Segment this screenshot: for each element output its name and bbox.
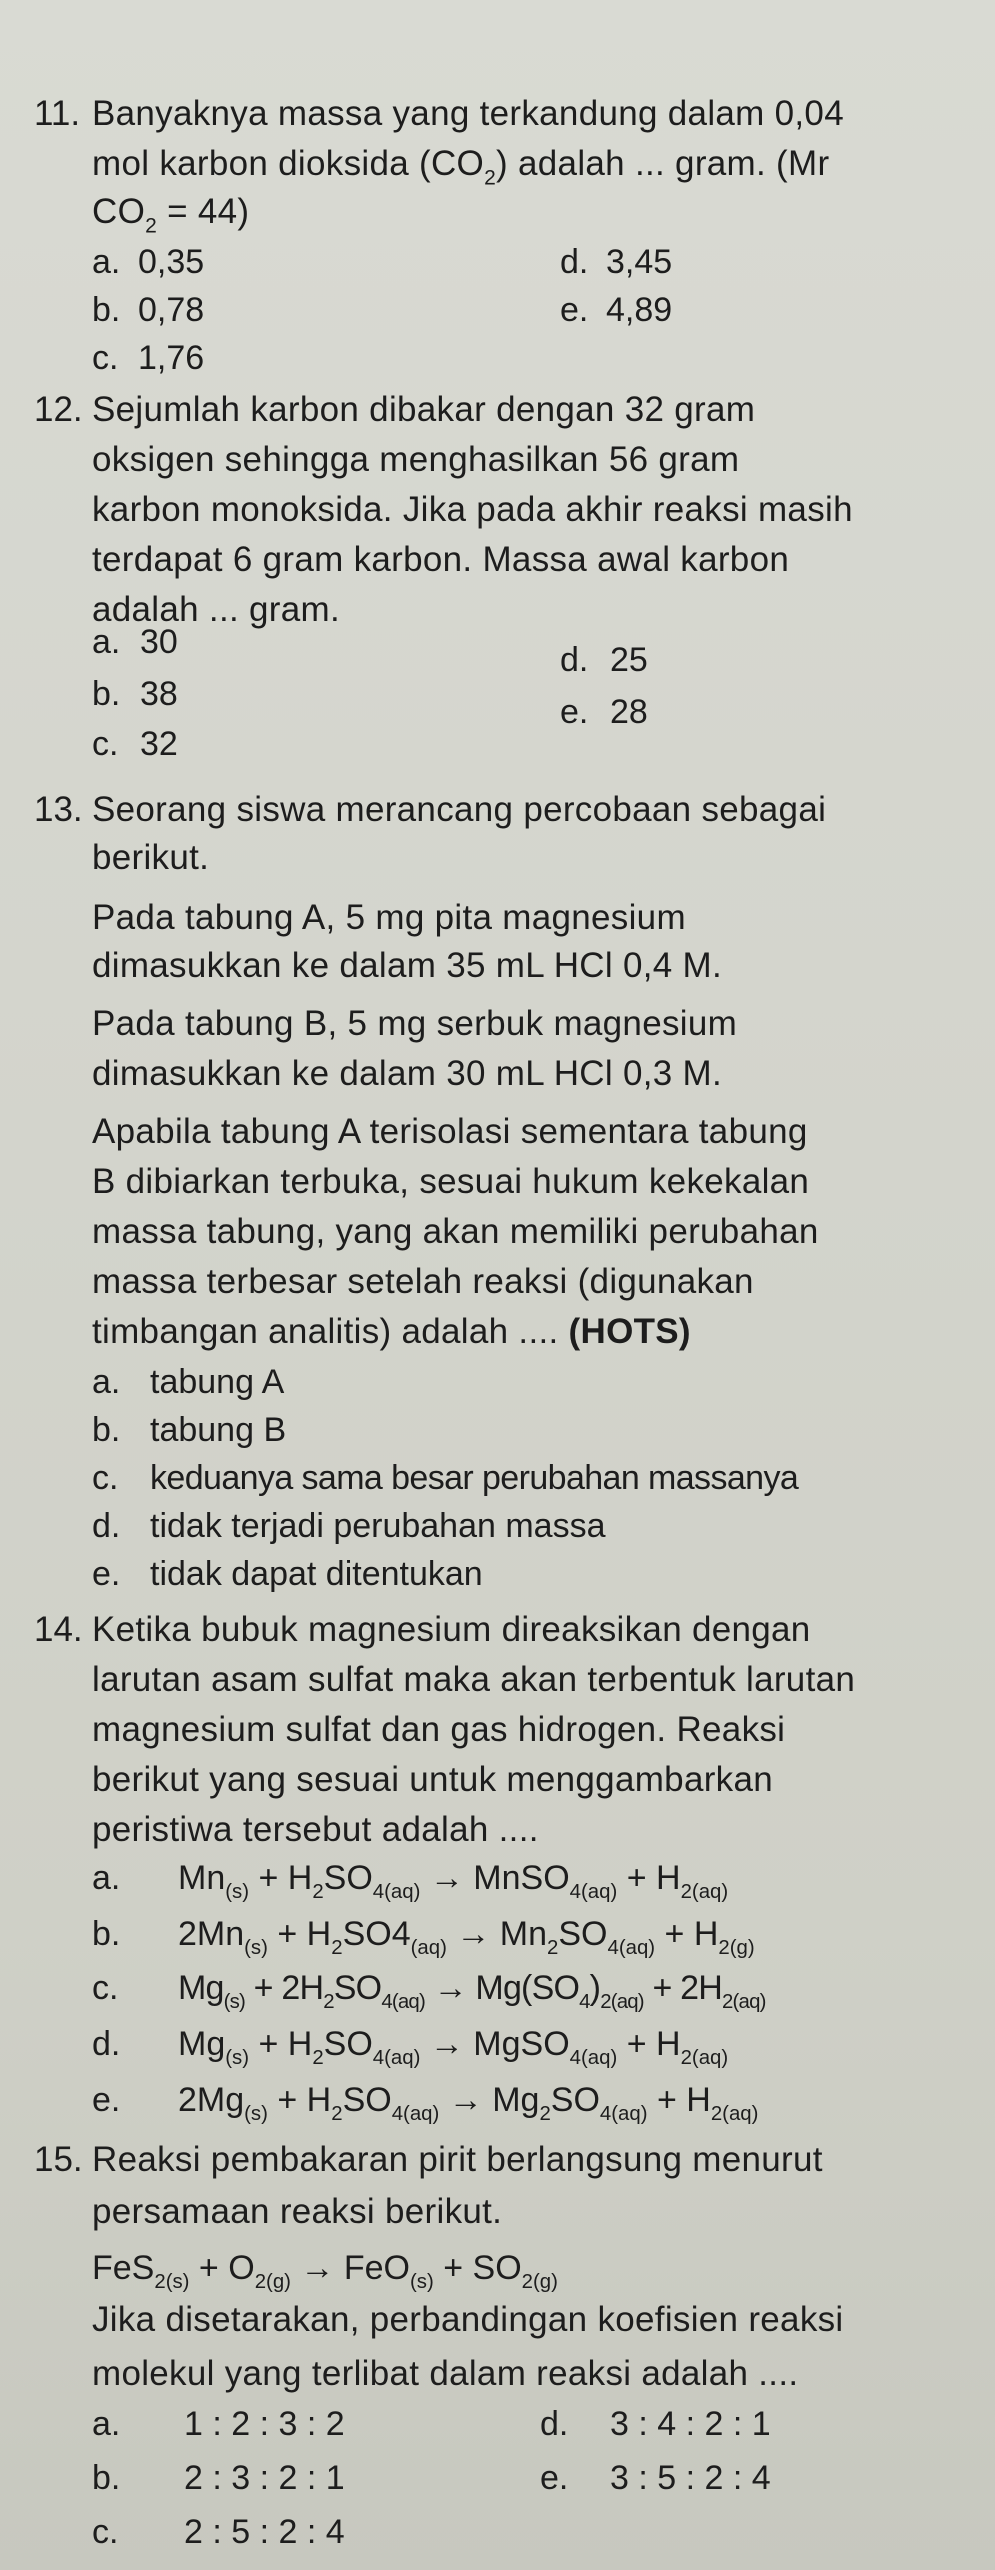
question-number: 11. — [34, 94, 81, 133]
option-text: tidak terjadi perubahan massa — [150, 1507, 606, 1545]
hots-label: (HOTS) — [568, 1312, 691, 1351]
option-letter: e. — [92, 1555, 121, 1593]
option-letter: c. — [92, 2513, 119, 2551]
question-text-line: Pada tabung B, 5 mg serbuk magnesium — [92, 1004, 738, 1043]
option-letter: e. — [540, 2459, 569, 2497]
option-letter: d. — [92, 2025, 121, 2063]
option-letter: e. — [560, 693, 589, 731]
option-letter: b. — [92, 675, 121, 713]
question-number: 15. — [34, 2140, 83, 2179]
option-letter: d. — [92, 1507, 121, 1545]
option-letter: d. — [560, 641, 589, 679]
option-text: 38 — [140, 675, 178, 713]
chemical-equation: $2Mg_{(s)} + H_2SO_{4(aq)} \to Mg_2SO_{4(aq)} + H_{2(aq)}$ — [178, 2081, 759, 2126]
question-text-line: berikut. — [92, 838, 210, 877]
option-text: 2 : 3 : 2 : 1 — [184, 2459, 345, 2497]
chemical-equation: $Mg_{(s)} + 2H_2SO_{4(aq)} \to Mg(SO_4)_{2(aq)} + 2H_{2(aq)}$ — [178, 1969, 766, 2014]
option-text: 4,89 — [606, 291, 673, 329]
question-text-line: oksigen sehingga menghasilkan 56 gram — [92, 440, 740, 479]
question-text-line: B dibiarkan terbuka, sesuai hukum kekekalan — [92, 1162, 810, 1201]
question-text-line: persamaan reaksi berikut. — [92, 2192, 503, 2231]
option-text: 1,76 — [138, 339, 205, 377]
question-text-line: terdapat 6 gram karbon. Massa awal karbon — [92, 540, 790, 579]
question-text-line: berikut yang sesuai untuk menggambarkan — [92, 1760, 773, 1799]
option-letter: b. — [92, 1411, 121, 1449]
question-text-line: karbon monoksida. Jika pada akhir reaksi masih — [92, 490, 853, 529]
question-text-line: massa terbesar setelah reaksi (digunakan — [92, 1262, 754, 1301]
option-text: tabung A — [150, 1363, 285, 1401]
question-text-line: Banyaknya massa yang terkandung dalam 0,04 — [92, 94, 844, 133]
question-text-line: timbangan analitis) adalah .... (HOTS) — [92, 1312, 691, 1351]
option-text: tidak dapat ditentukan — [150, 1555, 483, 1593]
option-text: 28 — [610, 693, 648, 731]
option-letter: d. — [560, 243, 589, 281]
option-text: 3,45 — [606, 243, 673, 281]
question-text-line: dimasukkan ke dalam 35 mL HCl 0,4 M. — [92, 946, 723, 985]
chemical-equation: $Mg_{(s)} + H_2SO_{4(aq)}$ → MgSO$_{4(aq)}$ + $H_{2(aq)}$ — [178, 2025, 729, 2070]
option-letter: e. — [560, 291, 589, 329]
option-text: 1 : 2 : 3 : 2 — [184, 2405, 345, 2443]
option-text: 3 : 4 : 2 : 1 — [610, 2405, 771, 2443]
option-letter: d. — [540, 2405, 569, 2443]
option-text: keduanya sama besar perubahan massanya — [150, 1459, 799, 1497]
question-text-line: mol karbon dioksida $(CO_2)$ adalah ... gram. (Mr — [92, 144, 830, 190]
question-text-line: larutan asam sulfat maka akan terbentuk larutan — [92, 1660, 856, 1699]
question-text-line: $CO_2 = 44$) — [92, 192, 250, 238]
question-text-line: massa tabung, yang akan memiliki perubahan — [92, 1212, 819, 1251]
option-text: 0,35 — [138, 243, 205, 281]
option-letter: c. — [92, 725, 119, 763]
option-letter: c. — [92, 1459, 119, 1497]
question-text-line: Jika disetarakan, perbandingan koefisien reaksi — [92, 2300, 844, 2339]
chemical-equation: $FeS_{2(s)} + O_{2(g)} \to FeO_{(s)} + SO_{2(g)}$ — [92, 2249, 558, 2294]
option-letter: b. — [92, 2459, 121, 2497]
option-letter: a. — [92, 2405, 121, 2443]
question-text-line: peristiwa tersebut adalah .... — [92, 1810, 539, 1849]
chemical-equation: $2Mn_{(s)} + H_2SO4_{(aq)} \to Mn_2SO_{4(aq)} + H_{2(g)}$ — [178, 1915, 755, 1960]
question-text-line: Apabila tabung A terisolasi sementara tabung — [92, 1112, 808, 1151]
option-text: 0,78 — [138, 291, 205, 329]
question-text-line: Pada tabung A, 5 mg pita magnesium — [92, 898, 686, 937]
option-letter: e. — [92, 2081, 121, 2119]
option-letter: a. — [92, 1859, 121, 1897]
chemical-equation: $Mn_{(s)} + H_2SO_{4(aq)}$ → MnSO$_{4(aq)}$ + $H_{2(aq)}$ — [178, 1859, 729, 1904]
option-letter: a. — [92, 243, 121, 281]
option-letter: a. — [92, 623, 121, 661]
option-letter: a. — [92, 1363, 121, 1401]
option-letter: b. — [92, 1915, 121, 1953]
question-text-line: Reaksi pembakaran pirit berlangsung menurut — [92, 2140, 823, 2179]
option-text: 25 — [610, 641, 648, 679]
question-text-line: Seorang siswa merancang percobaan sebagai — [92, 790, 827, 829]
option-text: 2 : 5 : 2 : 4 — [184, 2513, 345, 2551]
question-text-line: Sejumlah karbon dibakar dengan 32 gram — [92, 390, 756, 429]
question-text-line: adalah ... gram. — [92, 590, 340, 629]
question-text-line: molekul yang terlibat dalam reaksi adalah .... — [92, 2354, 799, 2393]
question-text-line: dimasukkan ke dalam 30 mL HCl 0,3 M. — [92, 1054, 723, 1093]
option-text: 3 : 5 : 2 : 4 — [610, 2459, 771, 2497]
option-text: 32 — [140, 725, 178, 763]
option-letter: c. — [92, 1969, 119, 2007]
option-text: tabung B — [150, 1411, 287, 1449]
question-number: 12. — [34, 390, 83, 429]
question-text-line: Ketika bubuk magnesium direaksikan dengan — [92, 1610, 811, 1649]
option-letter: b. — [92, 291, 121, 329]
question-text-line: magnesium sulfat dan gas hidrogen. Reaksi — [92, 1710, 786, 1749]
option-letter: c. — [92, 339, 119, 377]
question-number: 13. — [34, 790, 83, 829]
option-text: 30 — [140, 623, 178, 661]
question-number: 14. — [34, 1610, 83, 1649]
